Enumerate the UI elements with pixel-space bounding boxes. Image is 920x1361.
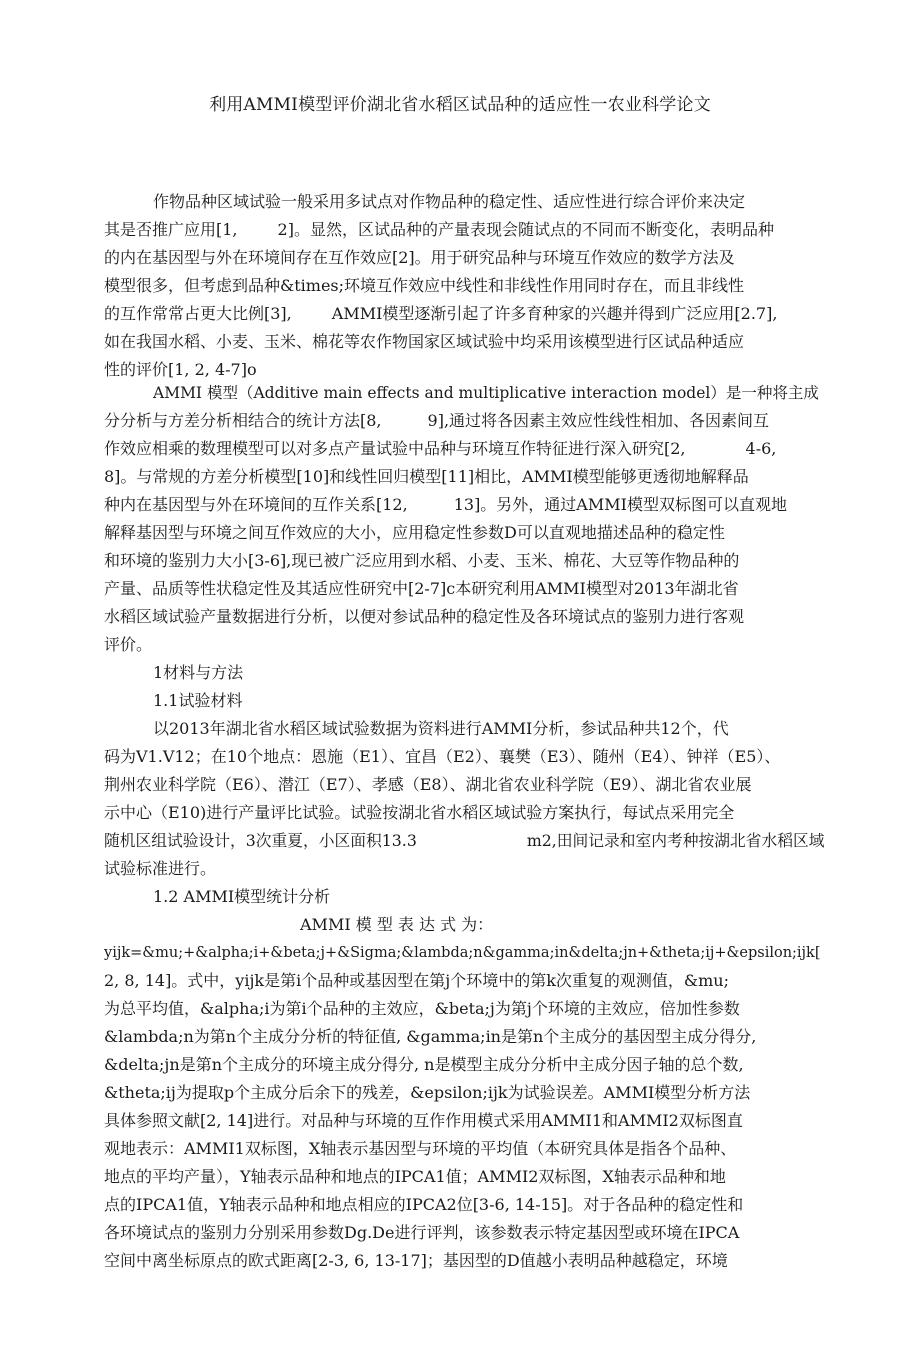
text-fragment: 13]。另外，通过AMMI模型双标图可以直观地: [453, 495, 787, 514]
text-line: [104, 439, 776, 459]
page-title: 利用AMMI模型评价湖北省水稻区试品种的适应性一农业科学论文: [209, 95, 711, 115]
text-line: 解释基因型与环境之间互作效应的大小，应用稳定性参数D可以直观地描述品种的稳定性: [104, 523, 725, 542]
text-fragment: 4-6,: [745, 439, 777, 458]
text-line: 各环境试点的鉴别力分别采用参数Dg.De进行评判，该参数表示特定基因型或环境在IPCA: [104, 1223, 740, 1242]
formula-label: AMMI 模 型 表 达 式 为：: [300, 915, 494, 934]
text-line: 空间中离坐标原点的欧式距离[2-3, 6, 13-17]；基因型的D值越小表明品种越稳定，环境: [104, 1251, 728, 1270]
text-line: yijk=&mu;+&alpha;i+&beta;j+&Sigma;&lambda;n&gamma;in&delta;jn+&theta;ij+&epsilon;ijk[: [104, 945, 821, 961]
text-line: 和环境的鉴别力大小[3-6],现已被广泛应用到水稻、小麦、玉米、棉花、大豆等作物品种的: [104, 551, 740, 570]
text-line: [104, 831, 825, 851]
text-fragment: 9],通过将各因素主效应性线性相加、各因素间互: [427, 411, 770, 430]
text-line: 模型很多，但考虑到品种&times;环境互作效应中线性和非线性作用同时存在，而且非线性: [104, 276, 745, 295]
text-line: 水稻区域试验产量数据进行分析，以便对参试品种的稳定性及各环境试点的鉴别力进行客观: [104, 607, 745, 626]
text-line: 产量、品质等性状稳定性及其适应性研究中[2-7]c本研究利用AMMI模型对2013年湖北省: [104, 579, 739, 598]
text-line: &delta;jn是第n个主成分的环境主成分得分, n是模型主成分分析中主成分因子轴的总个数,: [104, 1055, 744, 1074]
text-line: [104, 495, 787, 515]
text-fragment: 作效应相乘的数理模型可以对多点产量试验中品种与环境互作特征进行深入研究[2,: [104, 439, 686, 458]
text-line: &lambda;n为第n个主成分分析的特征值, &gamma;in是第n个主成分的基因型主成分得分,: [104, 1027, 757, 1046]
section-heading: 1材料与方法: [153, 663, 244, 682]
text-fragment: 分分析与方差分析相结合的统计方法[8,: [104, 411, 382, 430]
subsection-heading: 1.1试验材料: [153, 691, 243, 710]
text-fragment: 2]。显然，区试品种的产量表现会随试点的不同而不断变化，表明品种: [277, 220, 774, 239]
text-fragment: m2,田间记录和室内考种按湖北省水稻区域: [526, 831, 825, 850]
text-line: 以2013年湖北省水稻区域试验数据为资料进行AMMI分析，参试品种共12个，代: [153, 719, 729, 738]
text-line: 观地表示：AMMI1双标图，X轴表示基因型与环境的平均值（本研究具体是指各个品种、: [104, 1139, 737, 1158]
text-line: 2, 8, 14]。式中，yijk是第i个品种或基因型在第j个环境中的第k次重复的观测值，&mu;: [104, 971, 730, 990]
text-line: 8]。与常规的方差分析模型[10]和线性回归模型[11]相比，AMMI模型能够更透彻地解释品: [104, 467, 749, 486]
text-line: 性的评价[1, 2, 4-7]o: [104, 360, 257, 379]
text-fragment: 随机区组试验设计，3次重夏，小区面积13.3: [104, 831, 417, 850]
text-line: [104, 411, 769, 431]
text-fragment: 的互作常常占更大比例[3],: [104, 304, 292, 323]
text-line: 码为V1.V12；在10个地点：恩施（E1）、宜昌（E2）、襄樊（E3）、随州（E4）、钟祥（E5）、: [104, 747, 781, 766]
text-line: [104, 220, 774, 240]
text-fragment: 种内在基因型与外在环境间的互作关系[12,: [104, 495, 408, 514]
text-line: 地点的平均产量），Y轴表示品种和地点的IPCA1值；AMMI2双标图，X轴表示品种和地: [104, 1167, 726, 1186]
text-line: 荆州农业科学院（E6）、潜江（E7）、孝感（E8）、湖北省农业科学院（E9）、湖北省农业展: [104, 775, 752, 794]
text-line: 作物品种区域试验一般采用多试点对作物品种的稳定性、适应性进行综合评价来决定: [153, 192, 746, 211]
text-line: AMMI 模型（Additive main effects and multiplicative interaction model）是一种将主成: [153, 384, 819, 402]
text-line: [104, 304, 777, 324]
text-fragment: 其是否推广应用[1,: [104, 220, 238, 239]
text-line: 试验标准进行。: [104, 859, 217, 878]
text-line: 如在我国水稻、小麦、玉米、棉花等农作物国家区域试验中均采用该模型进行区试品种适应: [104, 332, 745, 351]
text-line: 具体参照文献[2, 14]进行。对品种与环境的互作作用模式采用AMMI1和AMMI2双标图直: [104, 1111, 743, 1130]
text-line: 为总平均值，&alpha;i为第i个品种的主效应，&beta;j为第j个环境的主效应，倍加性参数: [104, 999, 740, 1018]
text-line: &theta;ij为提取p个主成分后余下的残差，&epsilon;ijk为试验误差。AMMI模型分析方法: [104, 1083, 751, 1102]
text-line: 点的IPCA1值，Y轴表示品种和地点相应的IPCA2位[3-6, 14-15]。对于各品种的稳定性和: [104, 1195, 744, 1214]
text-line: 评价。: [104, 635, 153, 654]
text-line: 示中心（E10)进行产量评比试验。试验按湖北省水稻区域试验方案执行，每试点采用完全: [104, 803, 735, 822]
text-fragment: AMMI模型逐渐引起了许多育种家的兴趣并得到广泛应用[2.7],: [331, 304, 778, 323]
text-line: 的内在基因型与外在环境间存在互作效应[2]。用于研究品种与环境互作效应的数学方法及: [104, 248, 735, 267]
subsection-heading: 1.2 AMMI模型统计分析: [153, 887, 331, 906]
